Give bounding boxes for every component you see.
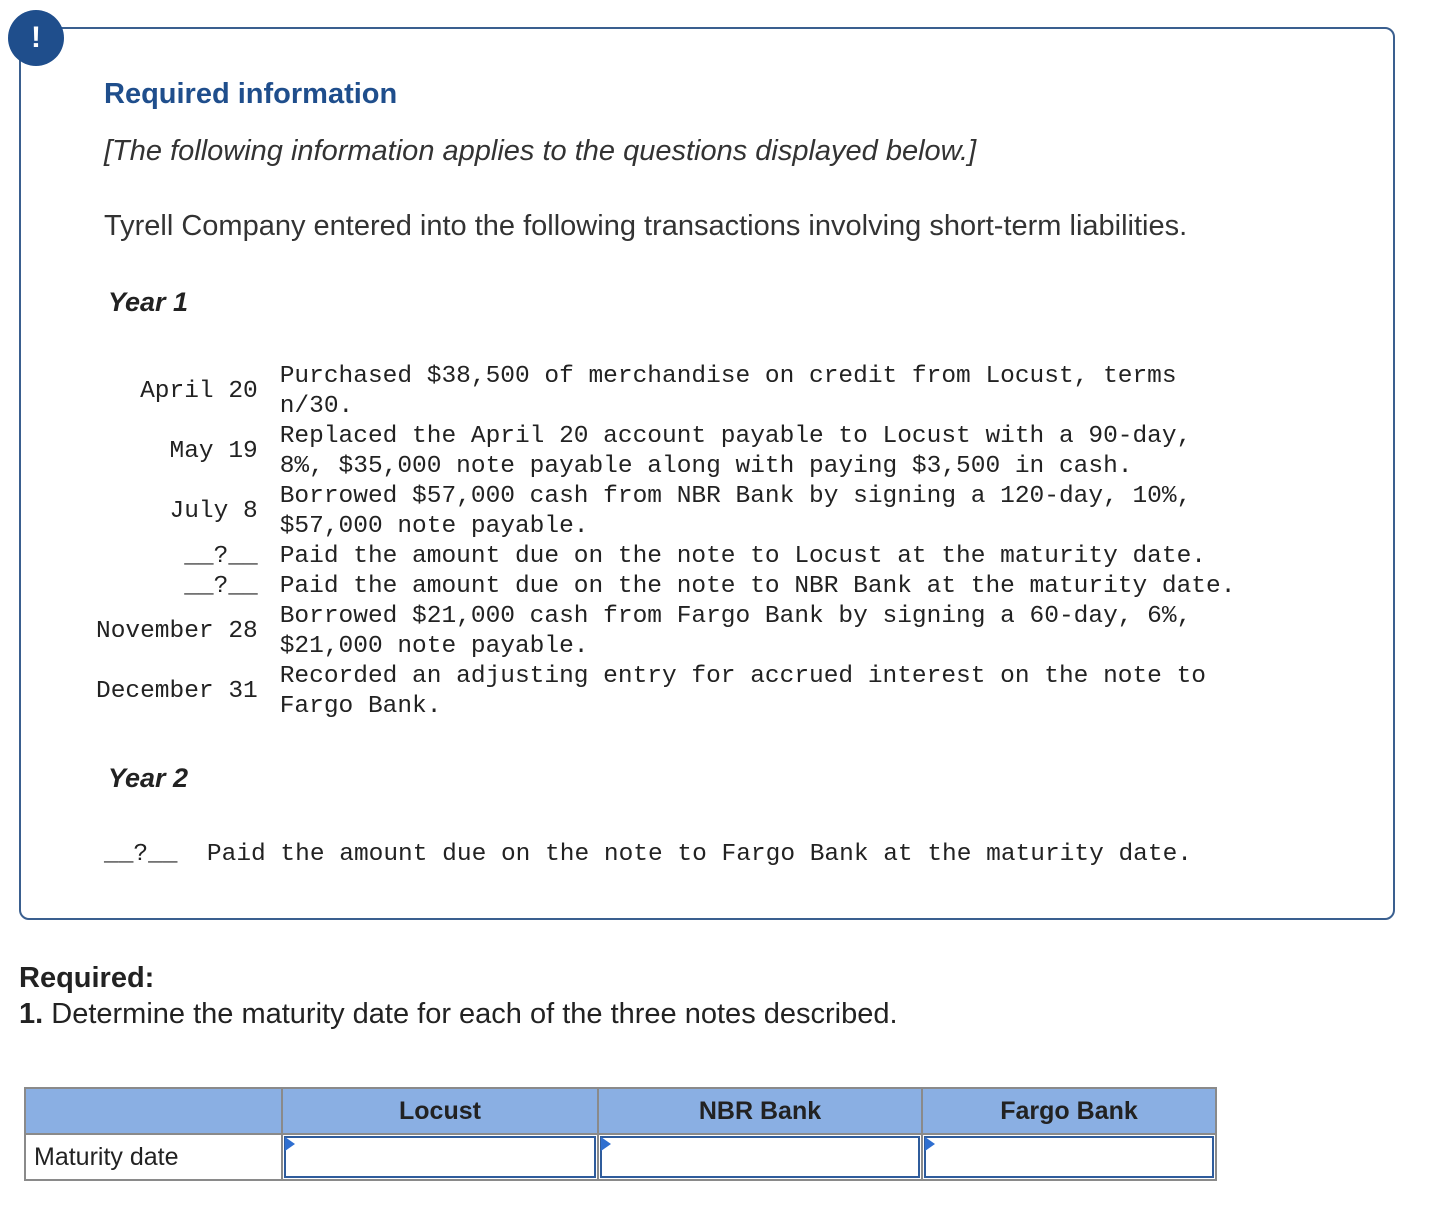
transaction-row bbox=[96, 362, 1235, 422]
transaction-description: Replaced the April 20 account payable to Locust with a 90-day, 8%, $35,000 note payable along with paying $3,500 in cash. bbox=[279, 423, 1192, 480]
alert-icon bbox=[8, 10, 64, 66]
transaction-description: Borrowed $21,000 cash from Fargo Bank by signing a 60-day, 6%, $21,000 note payable. bbox=[279, 603, 1192, 660]
info-subtitle: [The following information applies to the questions displayed below.] bbox=[104, 135, 977, 167]
nbr-bank-maturity-input[interactable] bbox=[600, 1136, 920, 1178]
question-text: Determine the maturity date for each of the three notes described. bbox=[51, 998, 898, 1030]
table-header-row bbox=[25, 1088, 1216, 1134]
nbr-bank-maturity-cell bbox=[598, 1134, 922, 1180]
header-blank bbox=[25, 1088, 282, 1134]
maturity-date-table bbox=[24, 1087, 1217, 1181]
header-nbr-bank: NBR Bank bbox=[598, 1088, 922, 1134]
year1-heading: Year 1 bbox=[108, 287, 189, 317]
fargo-bank-maturity-cell bbox=[922, 1134, 1216, 1180]
row-label-maturity-date: Maturity date bbox=[25, 1134, 282, 1180]
transaction-date-blank: __?__ bbox=[104, 841, 178, 868]
dropdown-marker-icon bbox=[925, 1137, 935, 1151]
transaction-date: November 28 bbox=[96, 618, 258, 645]
transaction-date: May 19 bbox=[169, 438, 258, 465]
transaction-date: April 20 bbox=[140, 378, 258, 405]
transaction-date-blank: __?__ bbox=[184, 543, 258, 570]
question-instruction bbox=[19, 998, 898, 1031]
year2-heading: Year 2 bbox=[108, 763, 189, 793]
transaction-row bbox=[96, 602, 1235, 662]
locust-maturity-input[interactable] bbox=[284, 1136, 596, 1178]
transaction-date: December 31 bbox=[96, 678, 258, 705]
transaction-description: Paid the amount due on the note to NBR Bank at the maturity date. bbox=[279, 573, 1236, 600]
transaction-date-blank: __?__ bbox=[184, 573, 258, 600]
header-locust: Locust bbox=[282, 1088, 598, 1134]
transaction-description: Paid the amount due on the note to Locust at the maturity date. bbox=[279, 543, 1206, 570]
year1-transactions-table bbox=[96, 362, 1235, 722]
dropdown-marker-icon bbox=[285, 1137, 295, 1151]
transaction-date: July 8 bbox=[169, 498, 258, 525]
transaction-description: Paid the amount due on the note to Fargo Bank at the maturity date. bbox=[206, 841, 1192, 868]
year2-transaction bbox=[104, 840, 1192, 870]
required-label: Required: bbox=[19, 962, 155, 994]
transaction-description: Recorded an adjusting entry for accrued interest on the note to Fargo Bank. bbox=[279, 663, 1206, 720]
locust-maturity-cell bbox=[282, 1134, 598, 1180]
dropdown-marker-icon bbox=[601, 1137, 611, 1151]
intro-text: Tyrell Company entered into the following transactions involving short-term liabilities. bbox=[104, 210, 1188, 242]
transaction-row bbox=[96, 482, 1235, 542]
table-row bbox=[25, 1134, 1216, 1180]
transaction-row bbox=[96, 662, 1235, 722]
fargo-bank-maturity-input[interactable] bbox=[924, 1136, 1214, 1178]
exclamation-icon: ! bbox=[31, 21, 41, 54]
transaction-row bbox=[96, 572, 1235, 602]
question-number: 1. bbox=[19, 998, 44, 1030]
transaction-row bbox=[96, 422, 1235, 482]
transaction-description: Borrowed $57,000 cash from NBR Bank by signing a 120-day, 10%, $57,000 note payable. bbox=[279, 483, 1192, 540]
transaction-description: Purchased $38,500 of merchandise on credit from Locust, terms n/30. bbox=[279, 363, 1177, 420]
transaction-row bbox=[96, 542, 1235, 572]
header-fargo-bank: Fargo Bank bbox=[922, 1088, 1216, 1134]
info-title: Required information bbox=[104, 78, 398, 110]
